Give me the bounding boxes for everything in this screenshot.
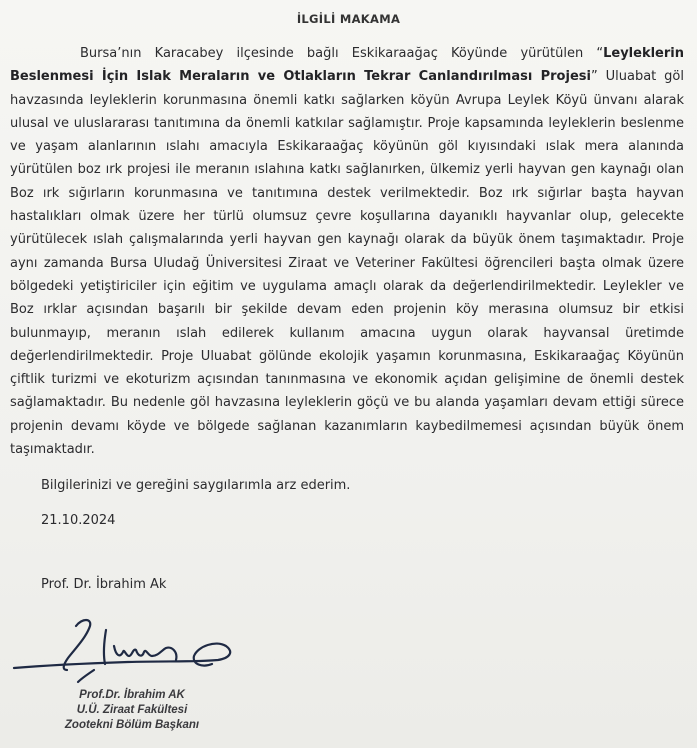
stamp-faculty: U.Ü. Ziraat Fakültesi xyxy=(76,704,188,716)
paragraph-body: ” Uluabat göl havzasında leyleklerin korunmasına önemli katkı sağlarken köyün Avrupa Leylek Köyü ünvanı alarak ulusal ve uluslararası tanıtımına da önemli katkılar sağlamıştır. Proje kapsamında leyleklerin beslenme ve yaşam alanlarının ıslahı amacıyla Eskikaraağaç köyünün göl kıyısındaki ıslak mera alanında yürütülen boz ırk projesi ile meranın ıslahına katkı sağlanırken, ülkemiz yerli hayvan gen kaynağı olan Boz ırk sığırların korunmasına ve tanıtımına destek verilmektedir. Boz ırk sığırlar başta hayvan hastalıkları olmak üzere her türlü olumsuz çevre koşullarına dayanıklı hayvanlar olup, gelecekte yürütülecek ıslah çalışmalarında yerli hayvan gen kaynağı olarak da büyük önem taşımaktadır. Proje aynı zamanda Bursa Uludağ Üniversitesi Ziraat ve Veteriner Fakültesi öğrencileri başta olmak üzere bölgedeki yetiştiriciler için eğitim ve uygulama amaçlı olarak da değerlendirilmektedir. Leylekler ve Boz ırklar açısından başarılı bir şekilde devam eden projenin köy merasına olumsuz bir etkisi bulunmayıp, meranın ıslah edilerek kullanım amacına uygun olarak hayvansal üretimde değerlendirilmektedir. Proje Uluabat gölünde ekolojik yaşamın korunmasına, Eskikaraağaç Köyünün çiftlik turizmi ve ekoturizm açısından tanınmasına ve ekonomik açıdan gelişimine de önemli destek sağlamaktadır. Bu nedenle göl havzasına leyleklerin göçü ve bu alanda yaşamları devam ettiği sürece projenin devamı köyde ve bölgede sağlanan kazanımların kaybedilmemesi açısından büyük önem taşımaktadır. xyxy=(10,69,684,458)
author-name: Prof. Dr. İbrahim Ak xyxy=(41,577,167,592)
stamp-name: Prof.Dr. İbrahim AK xyxy=(79,689,185,701)
paragraph-intro: Bursa’nın Karacabey ilçesinde bağlı Eskikaraağaç Köyünde yürütülen “ xyxy=(80,46,604,61)
project-name: Leyleklerin Beslenmesi İçin Islak Meraların ve Otlakların Tekrar Canlandırılması Projesi xyxy=(10,46,684,85)
stamp-department: Zootekni Bölüm Başkanı xyxy=(64,719,200,731)
letter-body xyxy=(10,42,684,461)
closing-line: Bilgilerinizi ve gereğini saygılarımla arz ederim. xyxy=(41,478,351,493)
handwritten-signature xyxy=(8,612,238,688)
letter-paragraph xyxy=(10,42,684,461)
official-stamp xyxy=(52,688,212,733)
letter-heading: İLGİLİ MAKAMA xyxy=(296,12,401,26)
letter-date: 21.10.2024 xyxy=(41,513,116,528)
